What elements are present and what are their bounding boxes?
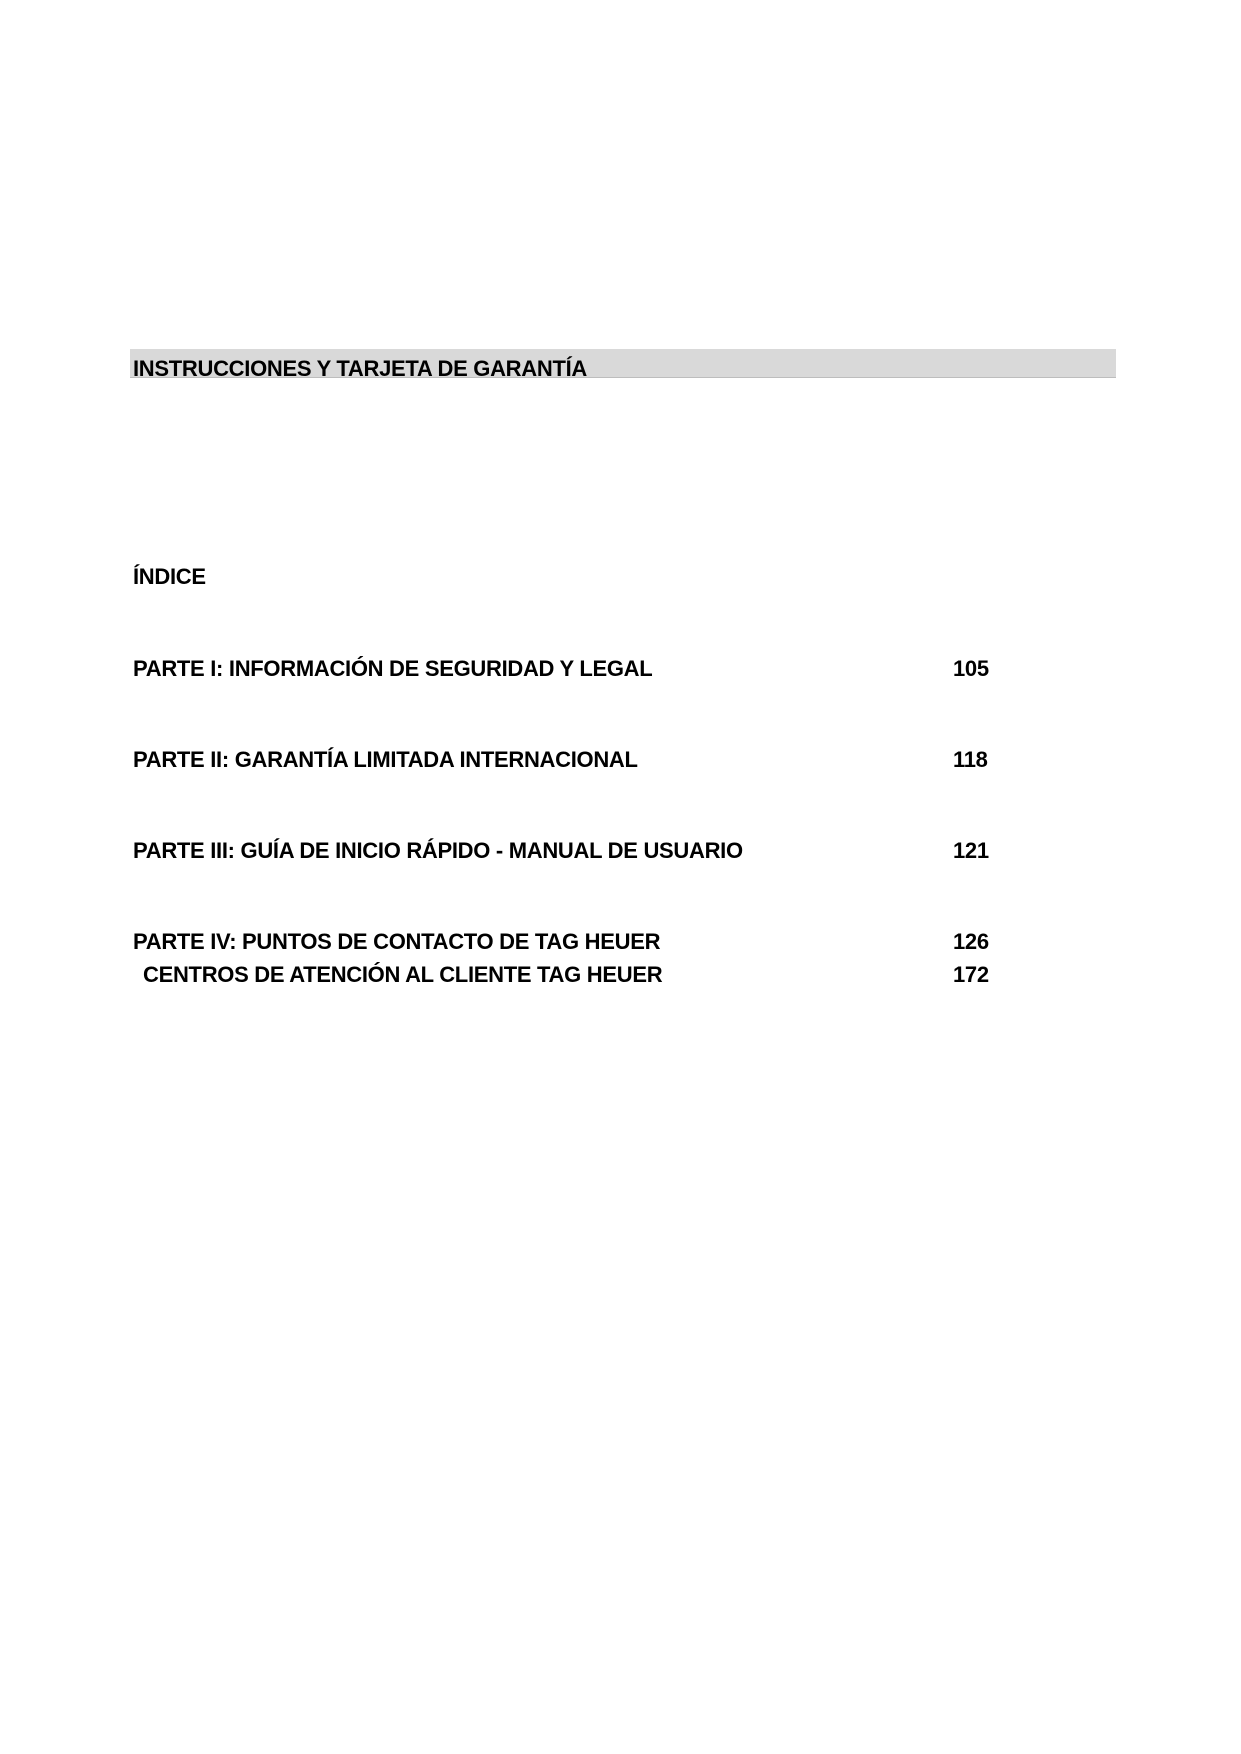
toc-entry-label: CENTROS DE ATENCIÓN AL CLIENTE TAG HEUER: [143, 962, 663, 987]
toc-entry-part-4[interactable]: [133, 927, 1003, 957]
toc-entry-part-3[interactable]: [133, 836, 1003, 866]
toc-entry-page-number: 126: [953, 929, 989, 954]
toc-entry-part-1[interactable]: [133, 654, 1003, 684]
toc-entry-label: PARTE III: GUÍA DE INICIO RÁPIDO - MANUAL DE USUARIO: [133, 838, 743, 863]
toc-entry-page-number: 105: [953, 656, 989, 681]
toc-entry-label: PARTE II: GARANTÍA LIMITADA INTERNACIONAL: [133, 747, 638, 772]
toc-entry-part-2[interactable]: [133, 745, 1003, 775]
toc-entry-label: PARTE I: INFORMACIÓN DE SEGURIDAD Y LEGAL: [133, 656, 653, 681]
document-header-bar: [130, 349, 1116, 381]
toc-entry-page-number: 121: [953, 838, 989, 863]
document-title: INSTRUCCIONES Y TARJETA DE GARANTÍA: [133, 356, 587, 381]
toc-entry-customer-service-centers[interactable]: [133, 960, 1003, 990]
index-heading: ÍNDICE: [133, 564, 206, 589]
toc-entry-page-number: 118: [953, 747, 988, 772]
toc-entry-label: PARTE IV: PUNTOS DE CONTACTO DE TAG HEUER: [133, 929, 661, 954]
toc-entry-page-number: 172: [953, 962, 989, 987]
